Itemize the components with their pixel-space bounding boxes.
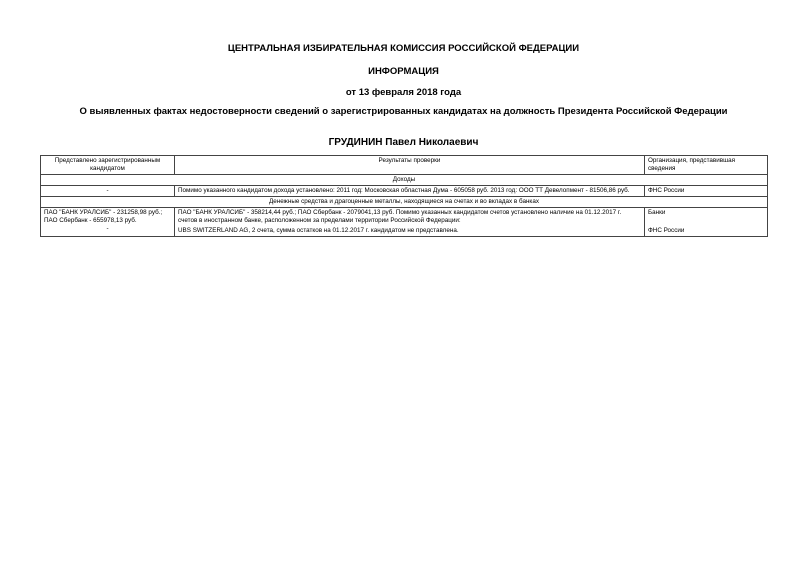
result-value: ПАО "БАНК УРАЛСИБ" - 358214,44 руб.; ПАО Сбербанк - 2079041,13 руб. Помимо указанных кандидатом счетов установлено наличие на 01.12.2017 г. счетов в иностранном банке, расположенном за пределами территории Российской Федерации:: [178, 209, 622, 224]
organization-value: ФНС России: [648, 227, 685, 234]
result-value: UBS SWITZERLAND AG, 2 счета, сумма остатков на 01.12.2017 г. кандидатом не представлена.: [178, 227, 459, 234]
declared-value: -: [106, 225, 109, 232]
table-header-row: [41, 156, 768, 175]
column-header-results: Результаты проверки: [175, 156, 645, 175]
document-date: от 13 февраля 2018 года: [345, 87, 462, 98]
document-subject: О выявленных фактах недостоверности сведений о зарегистрированных кандидатах на должность Президента Российской Федерации: [79, 106, 728, 117]
declared-cell: -: [41, 186, 175, 197]
organization-value: Банки: [648, 209, 666, 216]
results-table: [40, 155, 768, 237]
organization-cell: [645, 208, 768, 237]
declared-cell: [41, 208, 175, 237]
column-header-declared: Представлено зарегистрированным кандидатом: [41, 156, 175, 175]
candidate-name: ГРУДИНИН Павел Николаевич: [328, 137, 479, 148]
document-type: ИНФОРМАЦИЯ: [368, 66, 439, 77]
section-row-income: [41, 175, 768, 186]
commission-title: ЦЕНТРАЛЬНАЯ ИЗБИРАТЕЛЬНАЯ КОМИССИЯ РОССИЙСКОЙ ФЕДЕРАЦИИ: [227, 43, 580, 54]
section-title: Денежные средства и драгоценные металлы, находящиеся на счетах и во вкладах в банках: [41, 197, 768, 208]
result-cell: Помимо указанного кандидатом дохода установлено: 2011 год: Московская областная Дума - 605058 руб. 2013 год: ООО ТТ Девелопмент - 81506,86 руб.: [175, 186, 645, 197]
declared-value: ПАО "БАНК УРАЛСИБ" - 231258,98 руб.; ПАО Сбербанк - 655978,13 руб.: [44, 209, 163, 224]
organization-cell: ФНС России: [645, 186, 768, 197]
result-cell: [175, 208, 645, 237]
section-row-accounts: [41, 197, 768, 208]
table-row: [41, 186, 768, 197]
column-header-organization: Организация, представившая сведения: [645, 156, 768, 175]
section-title: Доходы: [41, 175, 768, 186]
table-row: [41, 208, 768, 237]
